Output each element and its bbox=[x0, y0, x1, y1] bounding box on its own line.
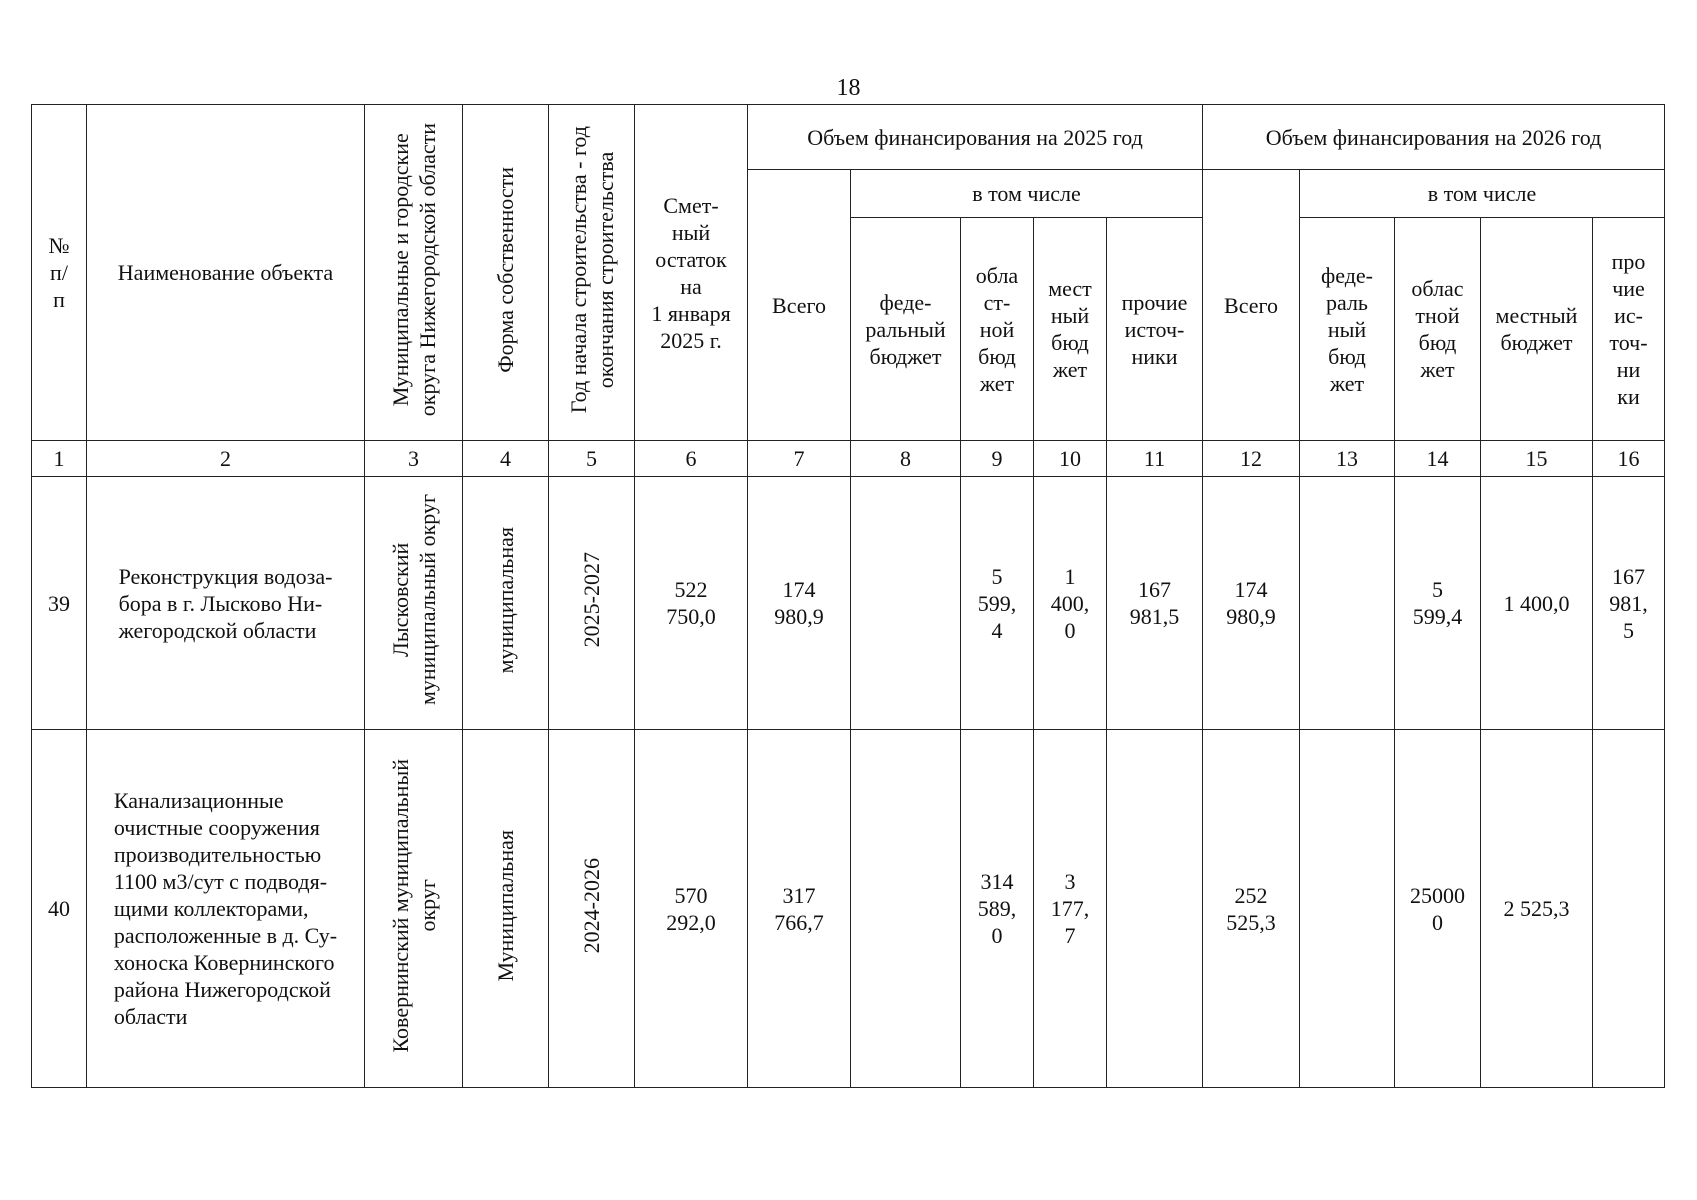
row-reg-2025: 5 599, 4 bbox=[961, 477, 1034, 730]
row-total-2025: 174 980,9 bbox=[748, 477, 851, 730]
header-group-2026: Объем финансирования на 2026 год bbox=[1203, 105, 1665, 170]
header-loc-2025: мест ный бюд жет bbox=[1034, 218, 1107, 441]
row-municipality: Лысковский муниципальный округ bbox=[365, 477, 463, 730]
header-num: № п/ п bbox=[32, 105, 87, 441]
column-number: 10 bbox=[1034, 441, 1107, 477]
row-oth-2026 bbox=[1593, 730, 1665, 1088]
page-number: 18 bbox=[836, 75, 861, 101]
row-total-2026: 252 525,3 bbox=[1203, 730, 1300, 1088]
column-number: 14 bbox=[1395, 441, 1481, 477]
column-number: 12 bbox=[1203, 441, 1300, 477]
row-loc-2025: 1 400, 0 bbox=[1034, 477, 1107, 730]
column-number: 9 bbox=[961, 441, 1034, 477]
column-number: 15 bbox=[1481, 441, 1593, 477]
row-loc-2026: 2 525,3 bbox=[1481, 730, 1593, 1088]
row-name: Канализационные очистные сооружения производительностью 1100 м3/сут с подводя- щими коллекторами, расположенные в д. Су- хоноска Ковернинского района Нижегородской области bbox=[87, 730, 365, 1088]
column-number: 11 bbox=[1107, 441, 1203, 477]
table-row bbox=[32, 730, 1665, 1088]
row-num: 39 bbox=[32, 477, 87, 730]
header-oth-2025: прочие источ- ники bbox=[1107, 218, 1203, 441]
header-fed-2025: феде- ральный бюджет bbox=[851, 218, 961, 441]
row-oth-2025: 167 981,5 bbox=[1107, 477, 1203, 730]
table-row bbox=[32, 477, 1665, 730]
header-incl-2026: в том числе bbox=[1300, 170, 1665, 218]
row-ownership: Муниципальная bbox=[463, 730, 549, 1088]
header-fed-2026: феде- раль ный бюд жет bbox=[1300, 218, 1395, 441]
header-years: Год начала строительства - год окончания строительства bbox=[549, 105, 635, 441]
header-row-groups bbox=[32, 105, 1665, 170]
header-loc-2026: местный бюджет bbox=[1481, 218, 1593, 441]
row-reg-2026: 5 599,4 bbox=[1395, 477, 1481, 730]
column-number: 5 bbox=[549, 441, 635, 477]
row-reg-2025: 314 589, 0 bbox=[961, 730, 1034, 1088]
header-municipality: Муниципальные и городские округа Нижегородской области bbox=[365, 105, 463, 441]
header-group-2025: Объем финансирования на 2025 год bbox=[748, 105, 1203, 170]
row-ownership: муниципальная bbox=[463, 477, 549, 730]
row-estimate: 522 750,0 bbox=[635, 477, 748, 730]
row-municipality: Ковернинский муниципальный округ bbox=[365, 730, 463, 1088]
row-loc-2026: 1 400,0 bbox=[1481, 477, 1593, 730]
header-reg-2025: обла ст- ной бюд жет bbox=[961, 218, 1034, 441]
row-oth-2026: 167 981, 5 bbox=[1593, 477, 1665, 730]
column-number: 16 bbox=[1593, 441, 1665, 477]
row-years: 2024-2026 bbox=[549, 730, 635, 1088]
row-years: 2025-2027 bbox=[549, 477, 635, 730]
column-number: 13 bbox=[1300, 441, 1395, 477]
row-num: 40 bbox=[32, 730, 87, 1088]
header-name: Наименование объекта bbox=[87, 105, 365, 441]
row-fed-2026 bbox=[1300, 477, 1395, 730]
row-total-2025: 317 766,7 bbox=[748, 730, 851, 1088]
row-fed-2026 bbox=[1300, 730, 1395, 1088]
header-incl-2025: в том числе bbox=[851, 170, 1203, 218]
column-number: 7 bbox=[748, 441, 851, 477]
column-number: 6 bbox=[635, 441, 748, 477]
row-oth-2025 bbox=[1107, 730, 1203, 1088]
row-name: Реконструкция водоза- бора в г. Лысково Ни- жегородской области bbox=[87, 477, 365, 730]
column-number: 3 bbox=[365, 441, 463, 477]
row-fed-2025 bbox=[851, 730, 961, 1088]
row-estimate: 570 292,0 bbox=[635, 730, 748, 1088]
column-number: 8 bbox=[851, 441, 961, 477]
column-number: 2 bbox=[87, 441, 365, 477]
header-ownership: Форма собственности bbox=[463, 105, 549, 441]
column-number: 1 bbox=[32, 441, 87, 477]
row-reg-2026: 25000 0 bbox=[1395, 730, 1481, 1088]
row-total-2026: 174 980,9 bbox=[1203, 477, 1300, 730]
header-oth-2026: про чие ис- точ- ни ки bbox=[1593, 218, 1665, 441]
column-number-row bbox=[32, 441, 1665, 477]
header-total-2026: Всего bbox=[1203, 170, 1300, 441]
header-estimate: Смет- ный остаток на 1 января 2025 г. bbox=[635, 105, 748, 441]
row-loc-2025: 3 177, 7 bbox=[1034, 730, 1107, 1088]
column-number: 4 bbox=[463, 441, 549, 477]
row-fed-2025 bbox=[851, 477, 961, 730]
header-reg-2026: облас тной бюд жет bbox=[1395, 218, 1481, 441]
financing-table bbox=[31, 104, 1665, 1088]
header-total-2025: Всего bbox=[748, 170, 851, 441]
